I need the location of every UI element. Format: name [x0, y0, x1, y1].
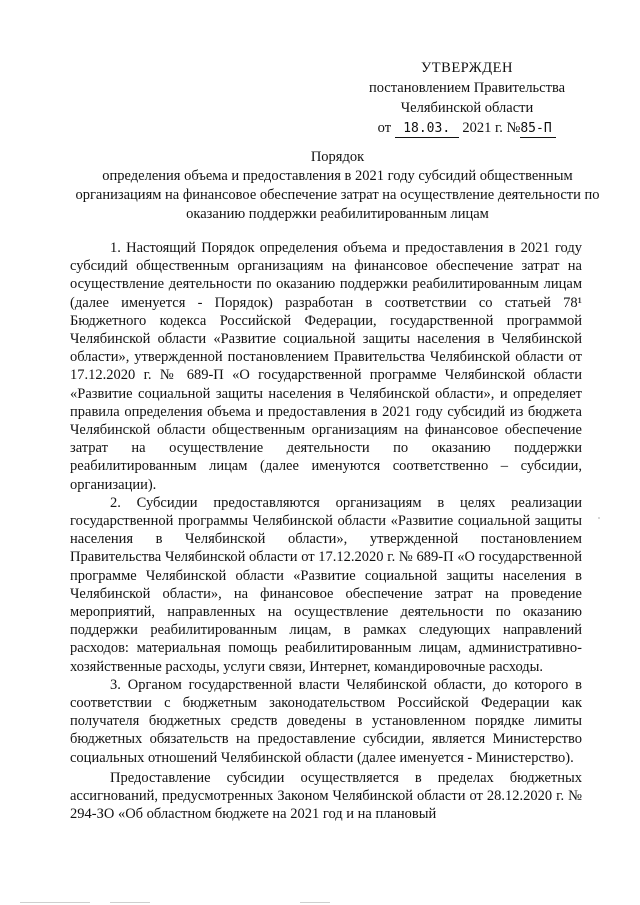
paragraph-4: Предоставление субсидии осуществляется в пределах бюджетных ассигнований, предусмотренных Законом Челябинской области от 28.12.2020 г. № 294-ЗО «Об областном бюджете на 2021 год и на плановый — [70, 769, 582, 823]
document-heading: Порядок — [310, 149, 365, 165]
scan-speck — [598, 517, 600, 519]
document-title-block — [60, 148, 615, 224]
approval-number: 85-П — [520, 121, 556, 138]
approval-date: 18.03. — [395, 121, 459, 138]
approval-title: УТВЕРЖДЕН — [421, 60, 513, 76]
approval-year-suffix: 2021 г. № — [462, 120, 521, 136]
approval-stamp — [352, 58, 582, 138]
scan-edge-marks — [0, 899, 640, 905]
paragraph-3: 3. Органом государственной власти Челябинской области, до которого в соответствии с бюджетным законодательством Российской Федерации как получателя бюджетных средств доведены в установленном порядке лимиты бюджетных обязательств на предоставление субсидии, является Министерство социальных отношений Челябинской области (далее именуется - Министерство). — [70, 676, 582, 766]
scan-mark — [300, 902, 330, 903]
approval-line-1: постановлением Правительства — [368, 80, 566, 96]
paragraph-2: 2. Субсидии предоставляются организациям в целях реализации государственной программы Челябинской области «Развитие социальной защиты населения в Челябинской области», утвержденной постановлением Правительства Челябинской области от 17.12.2020 г. № 689-П «О государственной программе Челябинской области «Развитие социальной защиты населения в Челябинской области», на финансовое обеспечение затрат на проведение мероприятий, направленных на осуществление деятельности по оказанию поддержки реабилитированным лицам, в рамках следующих направлений расходов: материальная помощь реабилитированным лицам, административно-хозяйственные расходы, услуги связи, Интернет, командировочные расходы. — [70, 494, 582, 675]
scan-mark — [20, 902, 90, 903]
approval-date-line — [352, 118, 582, 138]
scan-mark — [110, 902, 150, 903]
approval-from-prefix: от — [377, 120, 392, 136]
paragraph-1: 1. Настоящий Порядок определения объема и предоставления в 2021 году субсидий общественным организациям на финансовое обеспечение затрат на осуществление деятельности по оказанию поддержки реабилитированным лицам (далее именуется - Порядок) разработан в соответствии со статьей 78¹ Бюджетного кодекса Российской Федерации, государственной программой Челябинской области «Развитие социальной защиты населения в Челябинской области», утвержденной постановлением Правительства Челябинской области от 17.12.2020 г. № 689-П «О государственной программе Челябинской области «Развитие социальной защиты населения в Челябинской области», и определяет правила определения объема и предоставления в 2021 году субсидий из бюджета Челябинской области общественным организациям на финансовое обеспечение затрат на осуществление деятельности по оказанию поддержки реабилитированным лицам (далее именуются соответственно – субсидии, организации). — [70, 240, 582, 493]
approval-line-2: Челябинской области — [400, 100, 534, 116]
document-subtitle: определения объема и предоставления в 2021 году субсидий общественным организациям на финансовое обеспечение затрат на осуществление деятельности по оказанию поддержки реабилитированным лицам — [75, 168, 600, 222]
document-body — [70, 239, 582, 824]
